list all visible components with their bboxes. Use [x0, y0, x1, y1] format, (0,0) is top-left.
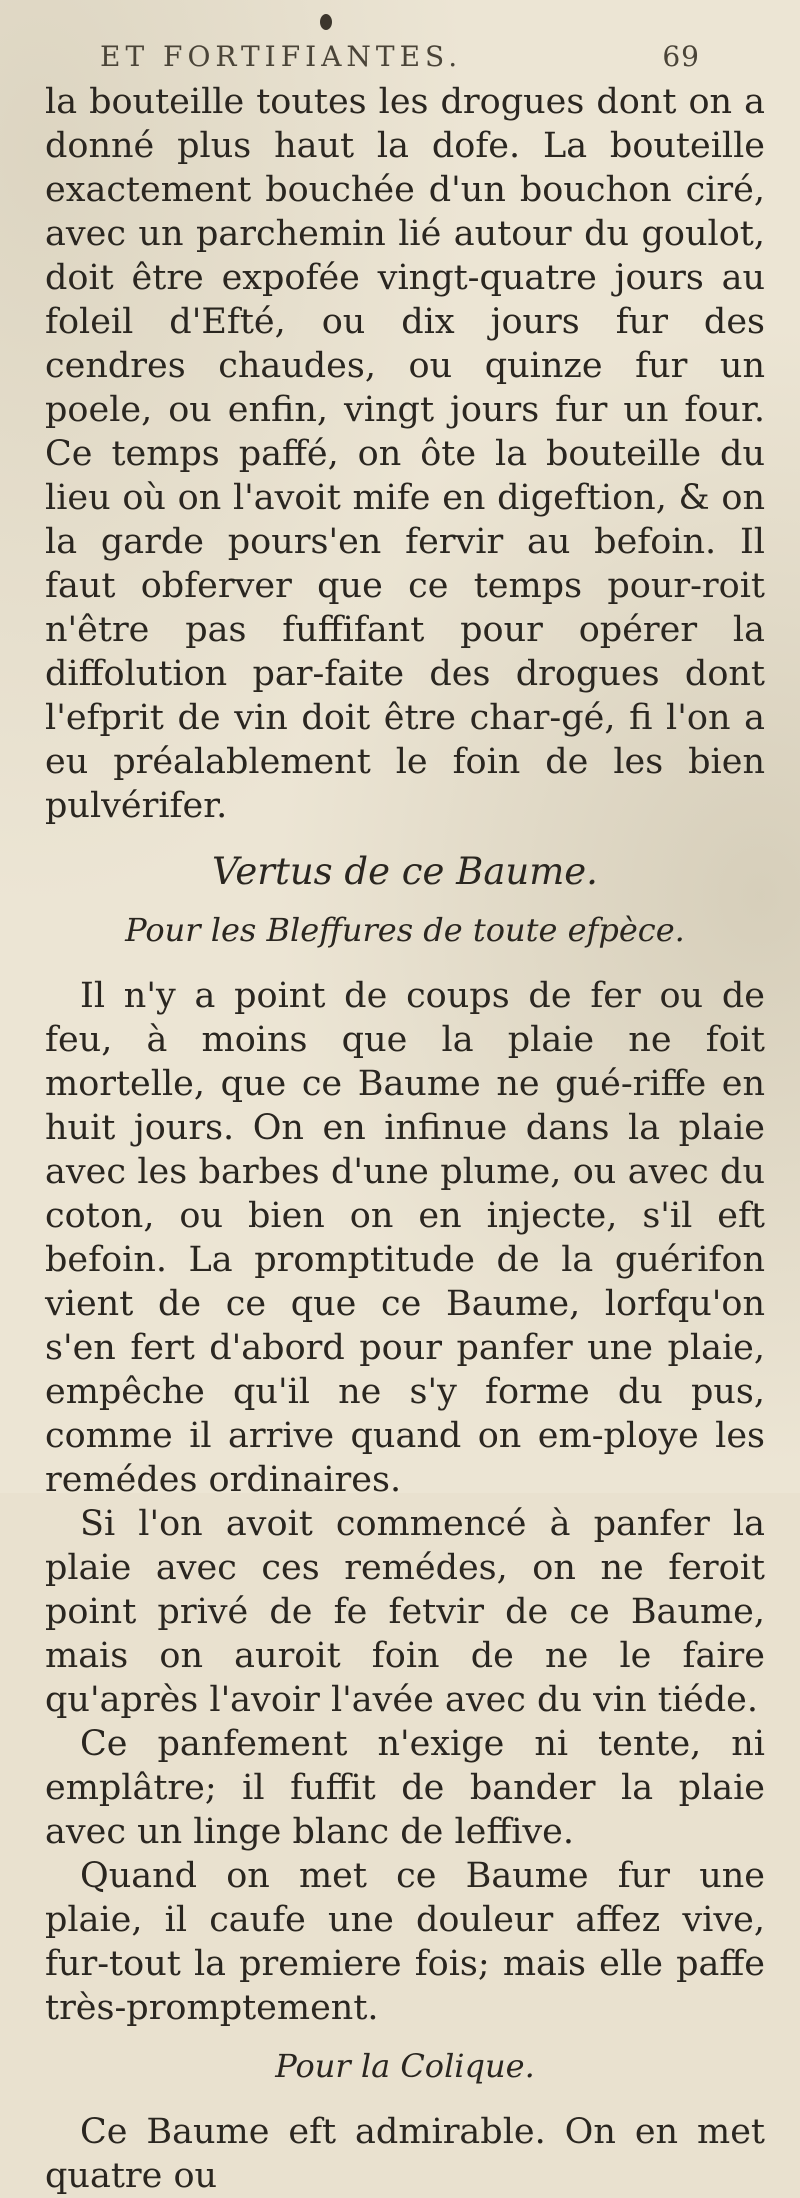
paragraph: la bouteille toutes les drogues dont on a donné plus haut la dofe. La bouteille exactement bouchée d'un bouchon ciré, avec un parchemin lié autour du goulot, doit être expofée vingt-quatre jours au foleil d'Efté, ou dix jours fur des cendres chaudes, ou quinze fur un poele, ou enfin, vingt jours fur un four. Ce temps paffé, on ôte la bouteille du lieu où on l'avoit mife en digeftion, & on la garde pours'en fervir au befoin. Il faut obferver que ce temps pour-roit n'être pas fuffifant pour opérer la diffolution par-faite des drogues dont l'efprit de vin doit être char-gé, fi l'on a eu préalablement le foin de les bien pulvérifer.: [45, 82, 765, 826]
running-title: ET FORTIFIANTES.: [100, 40, 463, 73]
ink-spot: [320, 14, 332, 30]
subsection-title-wounds: Pour les Bleffures de toute efpèce.: [125, 911, 685, 949]
paragraph: Si l'on avoit commencé à panfer la plaie avec ces remédes, on ne feroit point privé de fe fetvir de ce Baume, mais on auroit foin de ne le faire qu'après l'avoir l'avée avec du vin tiéde.: [45, 1504, 765, 1720]
paragraph: Ce Baume eft admirable. On en met quatre ou: [45, 2112, 765, 2196]
paragraph: Quand on met ce Baume fur une plaie, il caufe une douleur affez vive, fur-tout la premiere fois; mais elle paffe très-promptement.: [45, 1856, 765, 2028]
paragraph: Ce panfement n'exige ni tente, ni emplâtre; il fuffit de bander la plaie avec un linge blanc de leffive.: [45, 1724, 765, 1852]
page-number: 69: [662, 40, 700, 73]
paragraph: Il n'y a point de coups de fer ou de feu, à moins que la plaie ne foit mortelle, que ce Baume ne gué-riffe en huit jours. On en infinue dans la plaie avec les barbes d'une plume, ou avec du coton, ou bien on en injecte, s'il eft befoin. La promptitude de la guérifon vient de ce que ce Baume, lorfqu'on s'en fert d'abord pour panfer une plaie, empêche qu'il ne s'y forme du pus, comme il arrive quand on em-ploye les remédes ordinaires.: [45, 976, 765, 1500]
section-title: Vertus de ce Baume.: [212, 850, 598, 893]
subsection-title-colic: Pour la Colique.: [275, 2047, 535, 2085]
page-body: [45, 80, 765, 2198]
page-header: [100, 40, 700, 80]
